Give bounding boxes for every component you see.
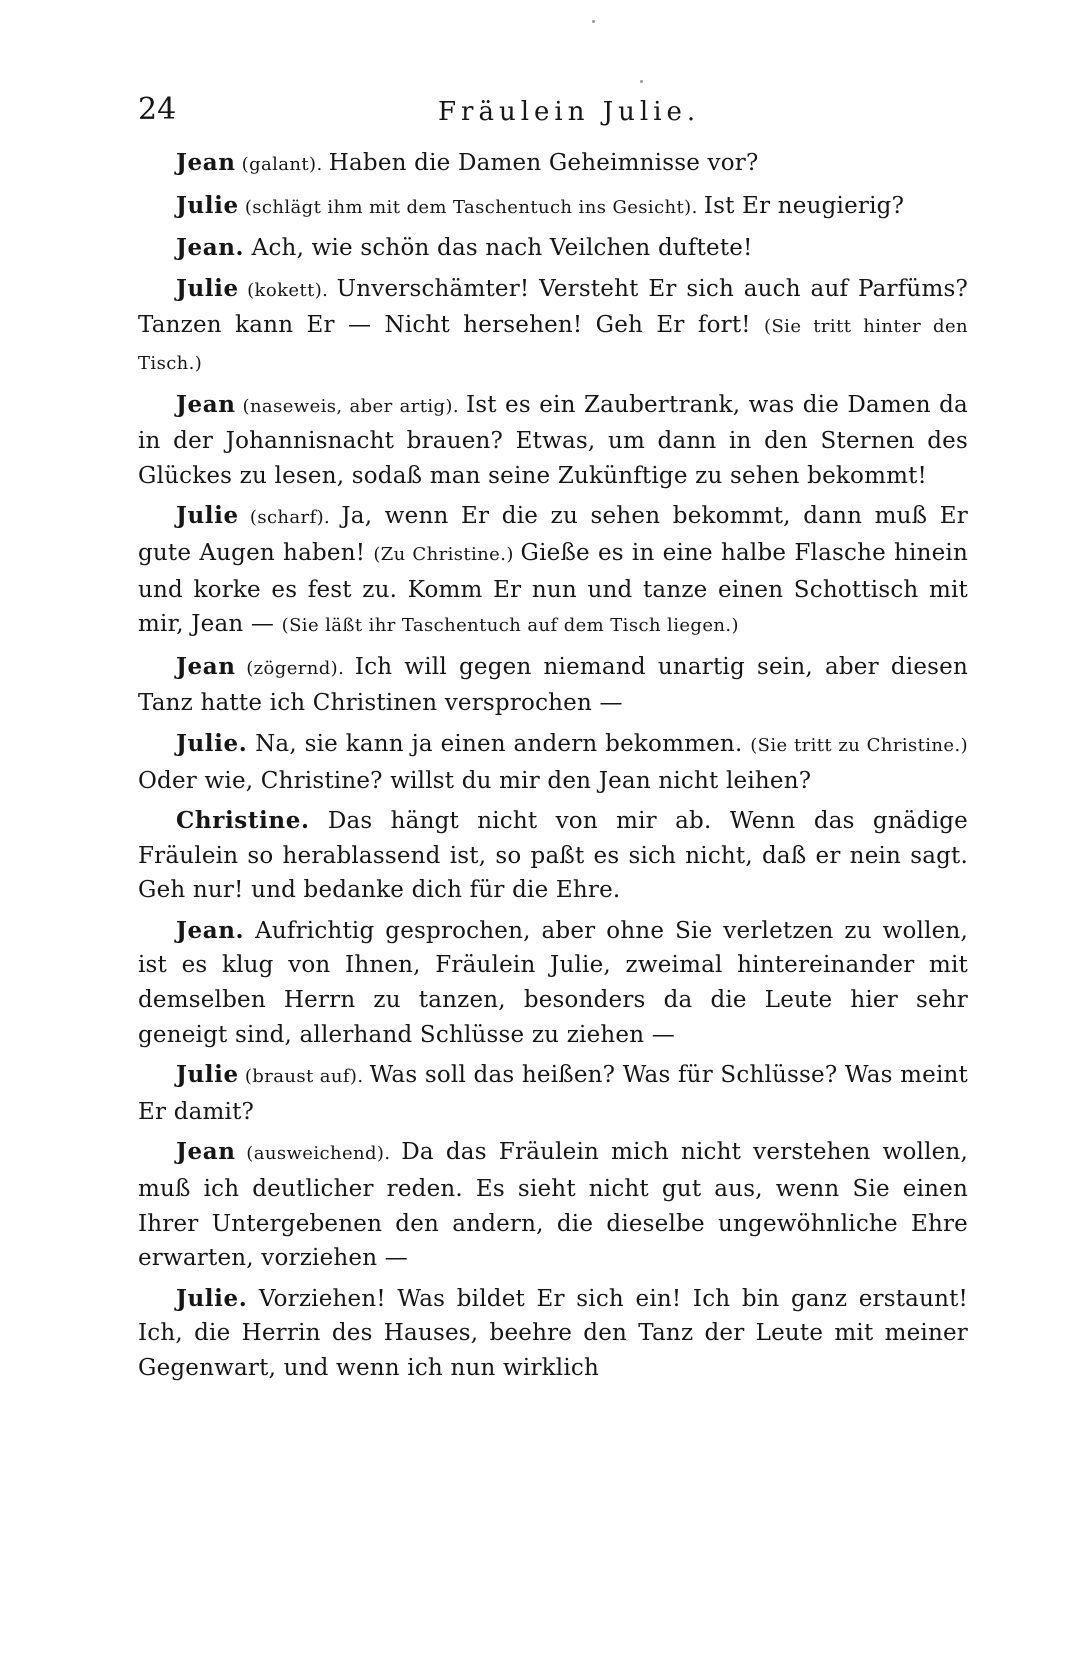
stage-direction: (galant).	[235, 154, 329, 175]
speech-text: Ich will gegen niemand unartig sein, aber diesen Tanz hatte ich Christinen versprochen —	[138, 653, 968, 717]
dialogue-paragraph	[138, 1282, 968, 1386]
speech-text: Vorziehen! Was bildet Er sich ein! Ich bin ganz erstaunt! Ich, die Herrin des Hauses, beehre den Tanz der Leute mit meiner Gegenwart, und wenn ich nun wirklich	[138, 1285, 968, 1381]
speech-text: Da das Fräulein mich nicht verstehen wollen, muß ich deutlicher reden. Es sieht nicht gut aus, wenn Sie einen Ihrer Untergebenen den andern, die dieselbe ungewöhnliche Ehre erwarten, vorziehen —	[138, 1139, 968, 1272]
dialogue-paragraph	[138, 1135, 968, 1275]
speaker-name: Jean.	[176, 916, 245, 944]
dialogue-paragraph	[138, 499, 968, 643]
speaker-name: Jean	[176, 390, 236, 418]
text-body	[138, 146, 968, 1392]
speaker-name: Jean.	[176, 234, 245, 262]
dialogue-paragraph	[138, 146, 968, 183]
stage-direction: (Sie tritt hinter den Tisch.)	[138, 316, 968, 374]
speaker-name: Julie.	[176, 1284, 248, 1312]
speaker-name: Christine.	[176, 807, 310, 835]
page-number: 24	[138, 92, 177, 127]
stage-direction: (naseweis, aber artig).	[235, 395, 466, 417]
speaker-name: Jean	[176, 652, 236, 680]
speech-text: Unverschämter! Versteht Er sich auch auf Parfüms? Tanzen kann Er — Nicht hersehen! Geh Er fort!	[138, 275, 968, 339]
stage-direction: (Sie tritt zu Christine.)	[750, 734, 969, 756]
stage-direction: (Zu Christine.)	[373, 543, 521, 565]
page-header	[138, 93, 968, 133]
speech-text: Gieße es in eine halbe Flasche hinein und korke es fest zu. Komm Er nun und tanze einen Schottisch mit mir, Jean —	[138, 539, 968, 638]
speech-text: Das hängt nicht von mir ab. Wenn das gnädige Fräulein so herablassend ist, so paßt es sich nicht, daß er nein sagt. Geh nur! und bedanke dich für die Ehre.	[138, 808, 968, 904]
speech-text: Haben die Damen Geheimnisse vor?	[328, 150, 759, 176]
speech-text: Ja, wenn Er die zu sehen bekommt, dann muß Er gute Augen haben!	[138, 503, 968, 566]
running-title: Fräulein Julie.	[438, 97, 701, 127]
stage-direction: (ausweichend).	[235, 1143, 402, 1165]
dialogue-paragraph	[138, 189, 968, 226]
speaker-name: Julie	[176, 191, 239, 219]
speech-text: Na, sie kann ja einen andern bekommen.	[247, 730, 751, 757]
stage-direction: (schlägt ihm mit dem Taschentuch ins Gesicht).	[238, 196, 704, 218]
dialogue-paragraph	[138, 231, 968, 266]
specks	[640, 80, 643, 83]
dialogue-paragraph	[138, 804, 968, 908]
speech-text: Ach, wie schön das nach Veilchen duftete!	[244, 235, 753, 262]
dialogue-paragraph	[138, 914, 968, 1052]
dialogue-paragraph	[138, 272, 968, 382]
specks	[592, 20, 595, 23]
speaker-name: Jean	[176, 149, 236, 176]
speaker-name: Julie.	[176, 729, 248, 757]
speaker-name: Jean	[176, 1138, 236, 1166]
dialogue-paragraph	[138, 727, 968, 798]
speech-text: Was soll das heißen? Was für Schlüsse? Was meint Er damit?	[138, 1062, 968, 1125]
speech-text: Ist es ein Zaubertrank, was die Damen da in der Johannisnacht brauen? Etwas, um dann in den Sternen des Glückes zu lesen, sodaß man seine Zukünftige zu sehen bekommt!	[138, 391, 968, 489]
speech-text: Oder wie, Christine? willst du mir den Jean nicht leihen?	[138, 767, 812, 794]
dialogue-paragraph	[138, 650, 968, 721]
stage-direction: (scharf).	[238, 507, 342, 529]
stage-direction: (Sie läßt ihr Taschentuch auf dem Tisch liegen.)	[281, 615, 739, 637]
dialogue-paragraph	[138, 1058, 968, 1129]
speaker-name: Julie	[176, 502, 239, 530]
stage-direction: (kokett).	[238, 279, 337, 301]
stage-direction: (zögernd).	[235, 657, 355, 679]
speech-text: Aufrichtig gesprochen, aber ohne Sie verletzen zu wollen, ist es klug von Ihnen, Fräulein Julie, zweimal hintereinander mit demselben Herrn zu tanzen, besonders da die Leute hier sehr geneigt sind, allerhand Schlüsse zu ziehen —	[138, 917, 968, 1048]
speaker-name: Julie	[176, 274, 239, 302]
dialogue-paragraph	[138, 388, 968, 494]
speech-text: Ist Er neugierig?	[703, 192, 905, 219]
speaker-name: Julie	[176, 1061, 239, 1089]
stage-direction: (braust auf).	[238, 1066, 370, 1088]
